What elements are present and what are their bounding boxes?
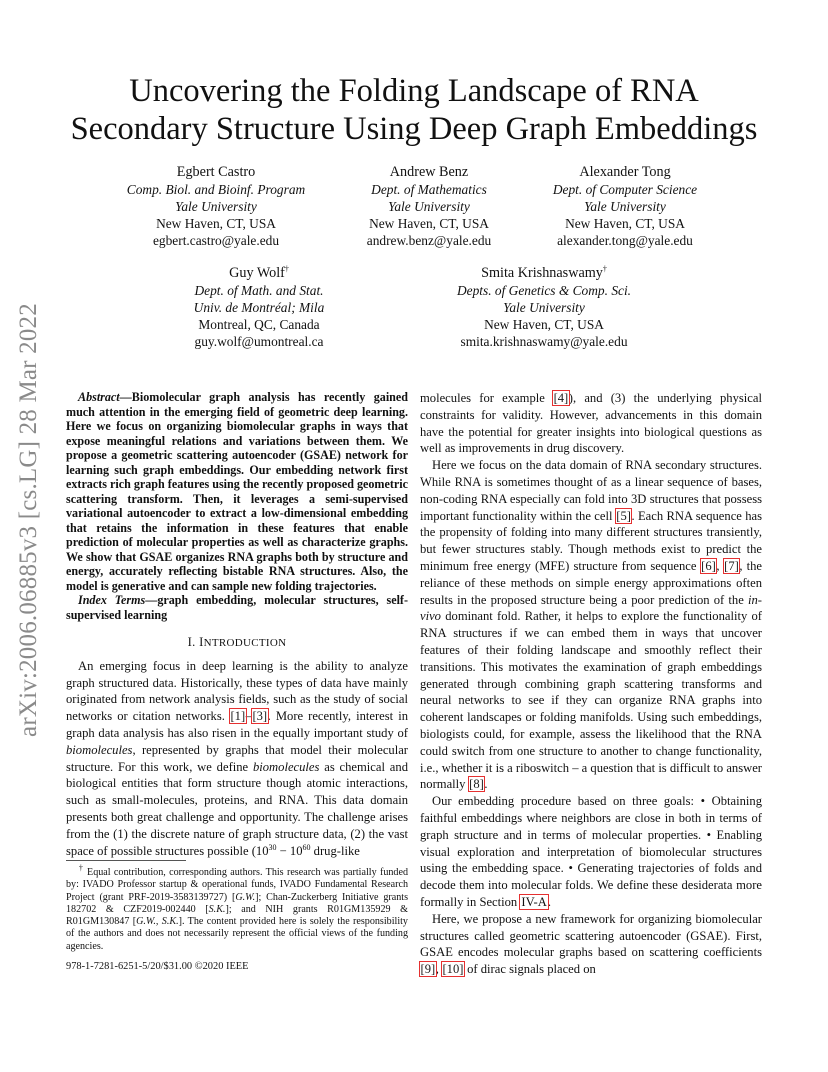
author-institution: Yale University: [584, 199, 666, 214]
author-email[interactable]: egbert.castro@yale.edu: [152, 233, 280, 248]
index-terms-label: Index Terms: [78, 593, 146, 607]
author-institution: Yale University: [175, 199, 257, 214]
citation-link[interactable]: [9]: [420, 962, 436, 977]
author-block-5: [444, 265, 644, 350]
author-location: New Haven, CT, USA: [484, 317, 604, 332]
author-location: Montreal, QC, Canada: [198, 317, 320, 332]
author-institution: Yale University: [503, 300, 585, 315]
abstract-label: Abstract: [78, 390, 120, 404]
author-name: Andrew Benz: [389, 164, 469, 180]
author-email[interactable]: smita.krishnaswamy@yale.edu: [460, 334, 628, 349]
author-affiliation: Dept. of Computer Science: [552, 182, 698, 197]
citation-link[interactable]: [7]: [724, 558, 739, 573]
author-affiliation: Comp. Biol. and Bioinf. Program: [126, 182, 306, 197]
abstract: [66, 390, 408, 593]
paragraph-continued: molecules for example [4]), and (3) the underlying physical constraints for validity. However, advancements in this domain have the potential for greater insights into biological questions as well as improvements in drug discovery.: [420, 391, 762, 456]
author-location: New Haven, CT, USA: [369, 216, 489, 231]
paragraph-goals: Our embedding procedure based on three goals: • Obtaining faithful embeddings where neighbors are close in both in terms of graph structure and in terms of molecular properties. • Enabling visual exploration and interpretation of biomolecular structures using the embedding space. • Generating trajectories of folds and decode them into molecular folds. We define these desiderata more formally in Section IV-A.: [420, 794, 762, 909]
author-name: Egbert Castro: [176, 164, 256, 180]
author-block-3: [525, 164, 725, 249]
arxiv-identifier: [11, 282, 47, 758]
index-terms-text: —graph embedding, molecular structures, self-supervised learning: [66, 593, 408, 622]
author-name: Smita Krishnaswamy†: [481, 264, 607, 281]
paper-title: [40, 72, 788, 148]
citation-link[interactable]: [10]: [442, 962, 464, 977]
citation-link[interactable]: [1]: [230, 709, 246, 724]
paragraph-rna: Here we focus on the data domain of RNA secondary structures. While RNA is sometimes thought of as a linear sequence of bases, non-coding RNA especially can fold into 3D structures that possess important functionality within the cell [5]. Each RNA sequence has the propensity of folding into many different structures transiently, but fewer structures stably. Though methods exist to predict the minimum free energy (MFE) structure from sequence [6], [7], the reliance of these methods on simple energy approximations often results in the proposed structure being a poor prediction of the in-vivo dominant fold. Rather, it helps to explore the functionality of RNA structures if we can embed them in ways that uncover features of their folding landscape and smoothly reflect their transitions. This motivates the examination of graph embeddings generated through combining graph scattering transforms and neural networks to see if they can organize RNA graphs into coherent landscapes or folding manifolds. Using such embeddings, biologists could, for example, assess the likelihood that the RNA could switch from one structure to another to change functionality, i.e., whether it is a riboswitch – a question that is difficult to answer normally [8].: [420, 458, 763, 792]
copyright-notice: 978-1-7281-6251-5/20/$31.00 ©2020 IEEE: [66, 961, 249, 972]
author-location: New Haven, CT, USA: [156, 216, 276, 231]
footnote: † Equal contribution, corresponding authors. This research was partially funded by: IVADO Professor startup & operational funds, IVADO Fundamental Research Project (grant PRF-2019-3583139727) [G.W.]; Chan-Zuckerberg Initiative grants 182702 & CZF2019-002440 [S.K.]; and NIH grants R01GM135929 & R01GM130847 [G.W., S.K.]. The content provided here is solely the responsibility of the authors and does not necessarily represent the official views of the funding agencies.: [66, 863, 409, 952]
author-block-1: [116, 164, 316, 249]
citation-link[interactable]: [8]: [469, 777, 484, 792]
author-block-4: [159, 265, 359, 350]
intro-paragraph-1: An emerging focus in deep learning is the ability to analyze graph structured data. Historically, these types of data have mainly originated from network analysis fields, such as the study of social networks or citation networks. [1]–[3]. More recently, interest in graph data analysis has also risen in the equally important study of biomolecules, represented by graphs that model their molecular structure. For this work, we define biomolecules as chemical and biological entities that form structure though atomic interactions, such as small-molecules, proteins, and RNA. This data domain presents both great challenge and opportunity. The challenge arises from the (1) the discrete nature of graph structure data, (2) the vast space of possible structures possible ($10^{30} - 10^{60}$ drug-like: [66, 658, 408, 858]
dagger-mark: †: [78, 863, 84, 873]
author-institution: Univ. de Montréal; Mila: [193, 300, 325, 315]
citation-link[interactable]: [6]: [701, 558, 716, 573]
arxiv-id-text: arXiv:2006.06885v3 [cs.LG] 28 Mar 2022: [15, 303, 43, 737]
citation-link[interactable]: [3]: [252, 709, 268, 724]
index-terms: [66, 593, 408, 622]
paragraph-gsae: Here, we propose a new framework for organizing biomolecular structures called geometric scattering autoencoder (GSAE). First, GSAE encodes molecular graphs based on scattering coefficients [9], [10] of dirac signals placed on: [420, 911, 762, 977]
author-affiliation: Depts. of Genetics & Comp. Sci.: [456, 283, 632, 298]
right-column: [420, 390, 762, 978]
author-name: Guy Wolf†: [229, 264, 289, 281]
author-email[interactable]: alexander.tong@yale.edu: [557, 233, 693, 248]
dagger-mark: †: [602, 264, 607, 274]
author-name: Alexander Tong: [579, 164, 671, 180]
author-institution: Yale University: [388, 199, 470, 214]
title-line-2: Secondary Structure Using Deep Graph Embeddings: [70, 111, 758, 147]
abstract-text: —Biomolecular graph analysis has recently gained much attention in the emerging field of geometric deep learning. Here we focus on organizing biomolecular graphs in ways that expose meaningful relations and variations between them. We propose a geometric scattering autoencoder (GSAE) network for learning such graph embeddings. Our embedding network first extracts rich graph features using the recently proposed geometric scattering transform. Then, it leverages a semi-supervised variational autoencoder to extract a low-dimensional embedding that retains the information in these features that enable prediction of molecular properties as well as characterize graphs. We show that GSAE organizes RNA graphs both by structure and energy, accurately reflecting bistable RNA structures. Also, the model is generative and can sample new folding trajectories.: [66, 390, 408, 593]
section-reference-link[interactable]: IV-A: [521, 894, 547, 909]
citation-link[interactable]: [4]: [553, 391, 569, 405]
author-block-2: [329, 164, 529, 249]
author-affiliation: Dept. of Math. and Stat.: [194, 283, 324, 298]
author-location: New Haven, CT, USA: [565, 216, 685, 231]
dagger-mark: †: [284, 264, 289, 274]
left-column: [66, 390, 408, 859]
section-heading-introduction: I. INTRODUCTION: [187, 635, 287, 649]
author-email[interactable]: andrew.benz@yale.edu: [366, 233, 492, 248]
title-line-1: Uncovering the Folding Landscape of RNA: [129, 73, 699, 109]
author-email[interactable]: guy.wolf@umontreal.ca: [194, 334, 324, 349]
footnote-divider: [66, 860, 186, 861]
author-affiliation: Dept. of Mathematics: [371, 182, 487, 197]
citation-link[interactable]: [5]: [616, 508, 631, 523]
